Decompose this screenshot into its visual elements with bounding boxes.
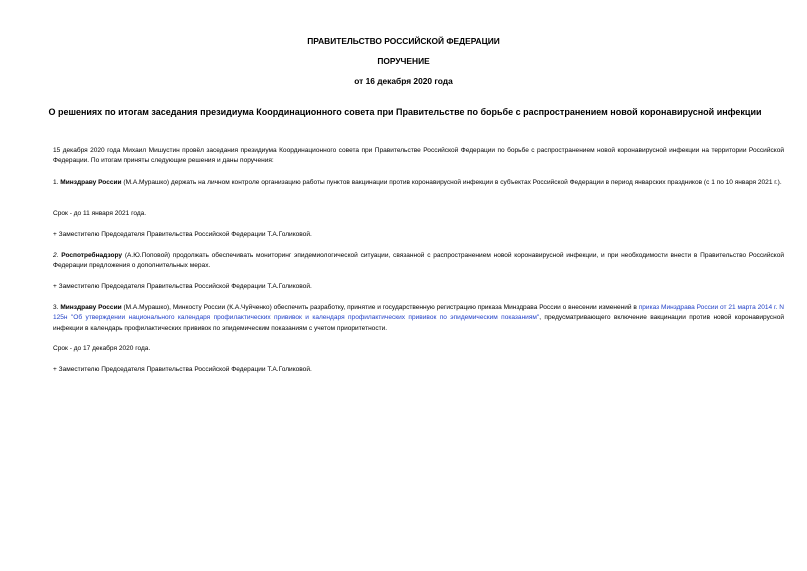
item-3-text-before: (М.А.Мурашко), Минкосту России (К.А.Чуйченко) обеспечить разработку, принятие и государственную регистрацию приказа Минздрава России о внесении изменений в [123, 304, 637, 311]
item-3-deadline: Срок - до 17 декабря 2020 года. [53, 345, 151, 352]
item-1-text: (М.А.Мурашко) держать на личном контроле организацию работы пунктов вакцинации против коронавирусной инфекции в субъектах Российской Федерации в период январских праздников (с 1 по 10 января 2021 г.). [123, 179, 782, 186]
item-2-org: Роспотребнадзору [61, 252, 123, 259]
item-3-paragraph [38, 303, 784, 334]
item-2-number: 2. [53, 252, 59, 259]
item-3-text-after: , предусматривающего включение вакцинации против новой коронавирусной инфекции в календарь профилактических прививок по эпидемическим показаниям с учетом приоритетности. [53, 314, 784, 332]
item-1-paragraph [38, 178, 784, 188]
item-3-number: 3. [53, 304, 59, 311]
government-title: ПРАВИТЕЛЬСТВО РОССИЙСКОЙ ФЕДЕРАЦИИ [307, 36, 500, 46]
item-3-org: Минздраву России [60, 304, 122, 311]
item-3-assignee: + Заместителю Председателя Правительства Российской Федерации Т.А.Голиковой. [53, 366, 312, 373]
document-date: от 16 декабря 2020 года [354, 76, 453, 86]
document-type: ПОРУЧЕНИЕ [377, 56, 430, 66]
item-2-paragraph [38, 251, 784, 272]
item-1-assignee: + Заместителю Председателя Правительства Российской Федерации Т.А.Голиковой. [53, 231, 312, 238]
item-1-number: 1. [53, 179, 59, 186]
intro-paragraph: 15 декабря 2020 года Михаил Мишустин провёл заседания президиума Координационного совета при Правительстве Российской Федерации по борьбе с распространением новой коронавирусной инфекции на территории Российской Федерации. По итогам приняты следующие решения и даны поручения: [53, 147, 784, 165]
document-subject: О решениях по итогам заседания президиума Координационного совета при Правительстве по борьбе с распространением новой коронавирусной инфекции [48, 107, 762, 117]
item-1-org: Минздраву России [60, 179, 122, 186]
order-125n-link[interactable]: приказ Минздрава России от 21 марта 2014 г. N 125н "Об утверждении национального календаря профилактических прививок и календаря профилактических прививок по эпидемическим показаниям" [53, 304, 784, 322]
item-2-assignee: + Заместителю Председателя Правительства Российской Федерации Т.А.Голиковой. [53, 283, 312, 290]
item-1-deadline: Срок - до 11 января 2021 года. [53, 210, 147, 217]
item-2-text: (А.Ю.Поповой) продолжать обеспечивать мониторинг эпидемиологической ситуации, связанной с распространением новой коронавирусной инфекции, и при необходимости внести в Правительство Российской Федерации предложения о дополнительных мерах. [53, 252, 784, 270]
